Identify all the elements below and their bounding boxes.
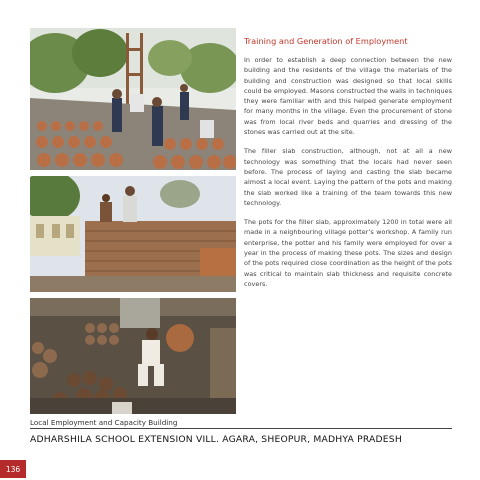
page-number: 136: [0, 460, 26, 478]
paragraph-pots: The pots for the filler slab, approximately 1200 in total were all made in a neighbouring village potter’s workshop. A family run enterprise, the potter and his family were employed for over a year in the process of making these pots. The sizes and design of the pots required close coordination as the height of the pots was critical to maintain slab thickness and requisite concrete covers.: [244, 218, 452, 288]
potters-workshop-photo: [30, 298, 236, 414]
filler-slab-construction-photo: [30, 28, 236, 170]
photo-caption: Local Employment and Capacity Building: [30, 418, 178, 427]
masonry-wall-photo: [30, 176, 236, 292]
paragraph-filler-slab: The filler slab construction, although, not at all a new technology was something that the locals had never seen before. The process of laying and casting the slab became almost a local event. Laying the pattern of the pots and making the slab worked like a training of the team towards this new technology.: [244, 147, 452, 207]
footer-title: ADHARSHILA SCHOOL EXTENSION VILL. AGARA, SHEOPUR, MADHYA PRADESH: [30, 434, 402, 445]
footer-divider: [30, 428, 452, 429]
section-heading: Training and Generation of Employment: [244, 36, 408, 46]
paragraph-employment: In order to establish a deep connection between the new building and the residents of the village the materials of the building and construction was designed so that local skills could be employed. Masons constructed the walls in techniques they were familiar with and this helped generate employment for many months in the village. Even the procurement of stone was from local river beds and quarries and dressing of the stones was carried out at the site.: [244, 56, 452, 137]
text-column: [244, 36, 452, 298]
